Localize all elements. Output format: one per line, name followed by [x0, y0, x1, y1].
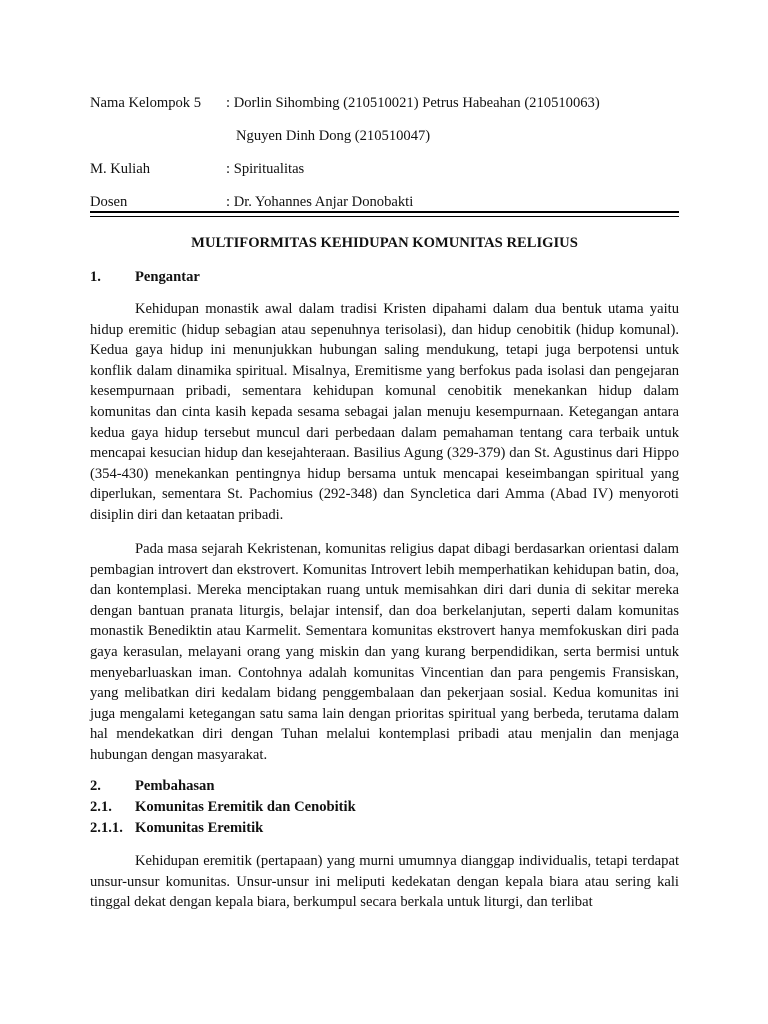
group-members-line2: Nguyen Dinh Dong (210510047)	[236, 128, 431, 144]
paragraph-3: Kehidupan eremitik (pertapaan) yang murni umumnya dianggap individualis, tetapi terdapat unsur-unsur komunitas. Unsur-unsur ini meliputi kedekatan dengan kepala biara atau sering kali tinggal dekat dengan kepala biara, berkumpul secara berkala untuk liturgi, dan terlibat	[90, 853, 679, 911]
section-label: Komunitas Eremitik dan Cenobitik	[135, 799, 356, 815]
group-label: Nama Kelompok 5	[90, 95, 202, 111]
lecturer-label: Dosen	[90, 194, 128, 210]
lecturer-row	[90, 193, 413, 211]
section-heading-2-1-1	[90, 819, 263, 837]
paragraph-1: Kehidupan monastik awal dalam tradisi Kristen dipahami dalam dua bentuk utama yaitu hidup eremitic (hidup sebagian atau sepenuhnya terisolasi), dan hidup cenobitik (hidup komunal). Kedua gaya hidup ini menunjukkan hubungan saling mendukung, tetapi juga berpotensi untuk konflik dalam dinamika spiritual. Misalnya, Eremitisme yang berfokus pada isolasi dan pengejaran kesempurnaan pribadi, sementara kehidupan komunal cenobitik menekankan hidup dalam komunitas dan cinta kasih kepada sesama sebagai jalan menuju kesempurnaan. Ketegangan antara kedua gaya hidup tersebut muncul dari perbedaan dalam pemahaman tentang cara terbaik untuk mencapai kesucian hidup dan kesejahteraan. Basilius Agung (329-379) dan St. Agustinus dari Hippo (354-430) menekankan pentingnya hidup bersama untuk mencapai keseimbangan spiritual yang diperlukan, sementara St. Pachomius (292-348) dan Syncletica dari Amma (Abad IV) menyoroti disiplin diri dan ketaatan pribadi.	[90, 301, 679, 523]
section-number: 2.	[90, 778, 101, 794]
group-row	[90, 94, 600, 112]
lecturer-value: : Dr. Yohannes Anjar Donobakti	[226, 194, 414, 210]
section-label: Komunitas Eremitik	[135, 820, 264, 836]
course-row	[90, 160, 304, 178]
section-heading-2	[90, 777, 214, 795]
header-rule-thick	[90, 211, 679, 213]
course-value: : Spiritualitas	[226, 161, 305, 177]
section-label: Pengantar	[135, 269, 200, 285]
section-heading-1	[90, 268, 200, 286]
section-number: 1.	[90, 269, 101, 285]
header-rule-thin	[90, 216, 679, 217]
document-title: MULTIFORMITAS KEHIDUPAN KOMUNITAS RELIGIUS	[191, 235, 578, 251]
section-number: 2.1.	[90, 799, 112, 815]
section-label: Pembahasan	[135, 778, 215, 794]
section-heading-2-1	[90, 798, 356, 816]
section-number: 2.1.1.	[90, 820, 123, 836]
group-members-line1: : Dorlin Sihombing (210510021) Petrus Habeahan (210510063)	[226, 95, 600, 111]
course-label: M. Kuliah	[90, 161, 150, 177]
paragraph-2: Pada masa sejarah Kekristenan, komunitas religius dapat dibagi berdasarkan orientasi dalam pembagian introvert dan ekstrovert. Komunitas Introvert lebih memperhatikan kehidupan batin, doa, dan kontemplasi. Mereka menciptakan ruang untuk memisahkan diri dari dunia di sekitar mereka dengan bantuan pranata liturgis, belajar intensif, dan doa berkelanjutan, seperti dalam komunitas monastik Benediktin atau Karmelit. Sementara komunitas ekstrovert hanya memfokuskan diri pada gaya kerasulan, melayani orang yang miskin dan yang kurang berpendidikan, serta bermisi untuk menyebarluaskan iman. Contohnya adalah komunitas Vincentian dan para pengemis Fransiskan, yang melibatkan diri kedalam bidang penggembalaan dan pekerjaan sosial. Kedua komunitas ini juga mengalami ketegangan satu sama lain dengan prioritas spiritual yang berbeda, terutama dalam hal mendekatkan diri dengan Tuhan melalui kontemplasi pribadi atau menjalin dan menjaga hubungan dengan masyarakat.	[90, 541, 679, 763]
